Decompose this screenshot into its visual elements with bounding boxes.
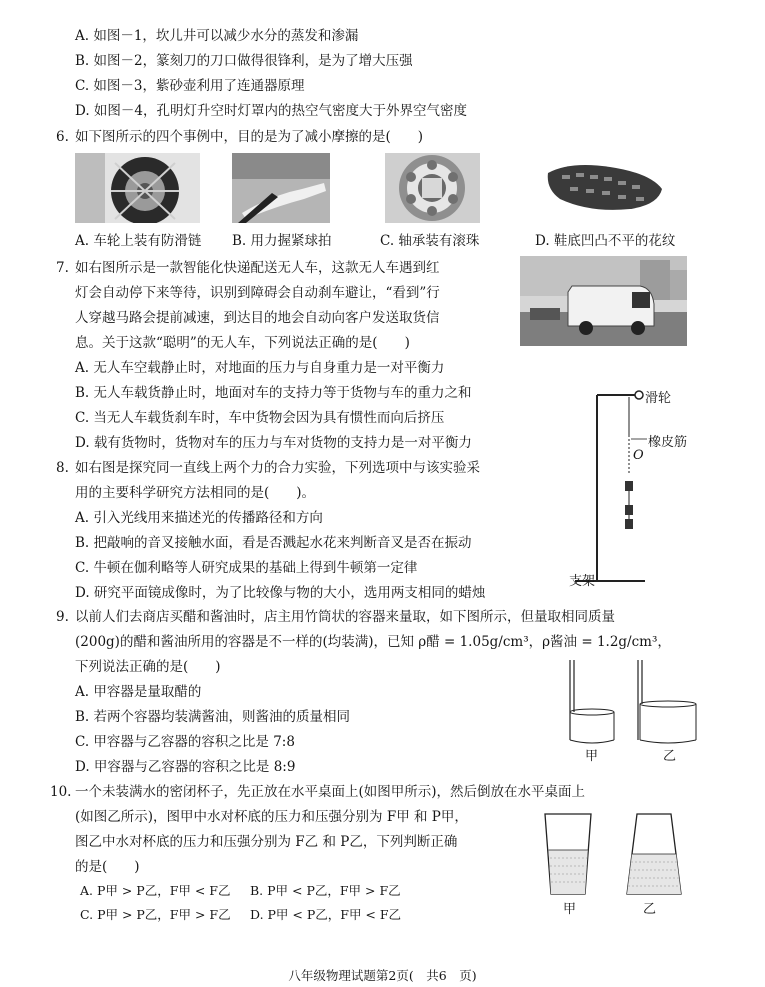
force-experiment-diagram	[565, 385, 695, 590]
q9-option-a: A. 甲容器是量取醋的	[75, 684, 202, 700]
q9-option-c: C. 甲容器与乙容器的容积之比是 7:8	[75, 734, 295, 750]
q10-option-b: B. P甲 < P乙，F甲 > F乙	[250, 883, 401, 898]
q7-stem-line: 息。关于这款“聪明”的无人车，下列说法正确的是( )	[75, 335, 410, 351]
q10-number: 10.	[50, 784, 72, 800]
measuring-containers-diagram	[560, 660, 710, 760]
q6-option-b: B. 用力握紧球拍	[232, 233, 332, 249]
q6-stem: 如下图所示的四个事例中，目的是为了减小摩擦的是( )	[75, 129, 424, 145]
q10-stem-line: 的是( )	[75, 859, 140, 875]
point-o-label: O	[633, 448, 644, 463]
tire-chain-photo	[75, 153, 200, 223]
q8-option-d: D. 研究平面镜成像时，为了比较像与物的大小，选用两支相同的蜡烛	[75, 585, 486, 601]
q9-stem-line: (200g)的醋和酱油所用的容器是不一样的(均装满)，已知 ρ醋 = 1.05g/cm³，ρ酱油 = 1.2g/cm³，	[75, 634, 671, 650]
q9-stem-line: 下列说法正确的是( )	[75, 659, 221, 675]
q7-stem-line: 灯会自动停下来等待，识别到障碍会自动刹车避让，“看到”行	[75, 285, 440, 301]
container-yi-label: 乙	[663, 749, 677, 764]
delivery-vehicle-photo	[520, 256, 687, 346]
q10-option-a: A. P甲 > P乙，F甲 < F乙	[80, 883, 231, 898]
q5-option-c: C. 如图－3，紫砂壶利用了连通器原理	[75, 78, 305, 94]
q7-stem-line: 人穿越马路会提前减速，到达目的地会自动向客户发送取货信	[75, 310, 440, 326]
racket-grip-photo	[232, 153, 330, 223]
q7-option-b: B. 无人车载货静止时，地面对车的支持力等于货物与车的重力之和	[75, 385, 472, 401]
q6-option-d: D. 鞋底凹凸不平的花纹	[535, 233, 676, 249]
q7-option-c: C. 当无人车载货刹车时，车中货物会因为具有惯性而向后挤压	[75, 410, 445, 426]
q10-option-c: C. P甲 > P乙，F甲 > F乙	[80, 907, 231, 922]
q8-number: 8.	[56, 460, 69, 476]
q5-option-b: B. 如图－2，篆刻刀的刀口做得很锋利，是为了增大压强	[75, 53, 413, 69]
q9-option-b: B. 若两个容器均装满酱油，则酱油的质量相同	[75, 709, 351, 725]
q7-number: 7.	[56, 260, 69, 276]
q10-stem-line: 一个未装满水的密闭杯子，先正放在水平桌面上(如图甲所示)，然后倒放在水平桌面上	[75, 784, 586, 800]
q7-stem-line: 如右图所示是一款智能化快递配送无人车，这款无人车遇到红	[75, 260, 440, 276]
shoe-sole-photo	[540, 153, 668, 223]
q10-stem-line: 图乙中水对杯底的压力和压强分别为 F乙 和 P乙，下列判断正确	[75, 834, 458, 850]
rubber-band-label: 橡皮筋	[648, 435, 688, 450]
cup-jia-label: 甲	[563, 902, 577, 917]
q9-option-d: D. 甲容器与乙容器的容积之比是 8:9	[75, 759, 296, 775]
q10-stem-line: (如图乙所示)，图甲中水对杯底的压力和压强分别为 F甲 和 P甲，	[75, 809, 468, 825]
ball-bearing-photo	[385, 153, 480, 223]
cup-yi-label: 乙	[643, 902, 657, 917]
q8-option-a: A. 引入光线用来描述光的传播路径和方向	[75, 510, 323, 526]
pulley-label: 滑轮	[645, 391, 672, 406]
q8-stem-line: 如右图是探究同一直线上两个力的合力实验，下列选项中与该实验采	[75, 460, 480, 476]
q10-option-d: D. P甲 < P乙，F甲 < F乙	[250, 907, 402, 922]
stand-label: 支架	[569, 574, 596, 589]
q9-stem-line: 以前人们去商店买醋和酱油时，店主用竹筒状的容器来量取，如下图所示，但量取相同质量	[75, 609, 615, 625]
q8-stem-line: 用的主要科学研究方法相同的是( )。	[75, 485, 316, 501]
q6-number: 6.	[56, 129, 69, 145]
container-jia-label: 甲	[585, 749, 599, 764]
q7-option-a: A. 无人车空载静止时，对地面的压力与自身重力是一对平衡力	[75, 360, 445, 376]
q5-option-a: A. 如图－1，坎儿井可以减少水分的蒸发和渗漏	[75, 28, 359, 44]
q8-option-b: B. 把敲响的音叉接触水面，看是否溅起水花来判断音叉是否在振动	[75, 535, 472, 551]
page-footer: 八年级物理试题第2页( 共6 页)	[288, 968, 477, 983]
q7-option-d: D. 载有货物时，货物对车的压力与车对货物的支持力是一对平衡力	[75, 435, 472, 451]
q9-number: 9.	[56, 609, 69, 625]
q6-option-a: A. 车轮上装有防滑链	[75, 233, 202, 249]
cups-diagram	[535, 810, 710, 900]
q6-option-c: C. 轴承装有滚珠	[380, 233, 480, 249]
q5-option-d: D. 如图－4，孔明灯升空时灯罩内的热空气密度大于外界空气密度	[75, 103, 468, 119]
q8-option-c: C. 牛顿在伽利略等人研究成果的基础上得到牛顿第一定律	[75, 560, 418, 576]
